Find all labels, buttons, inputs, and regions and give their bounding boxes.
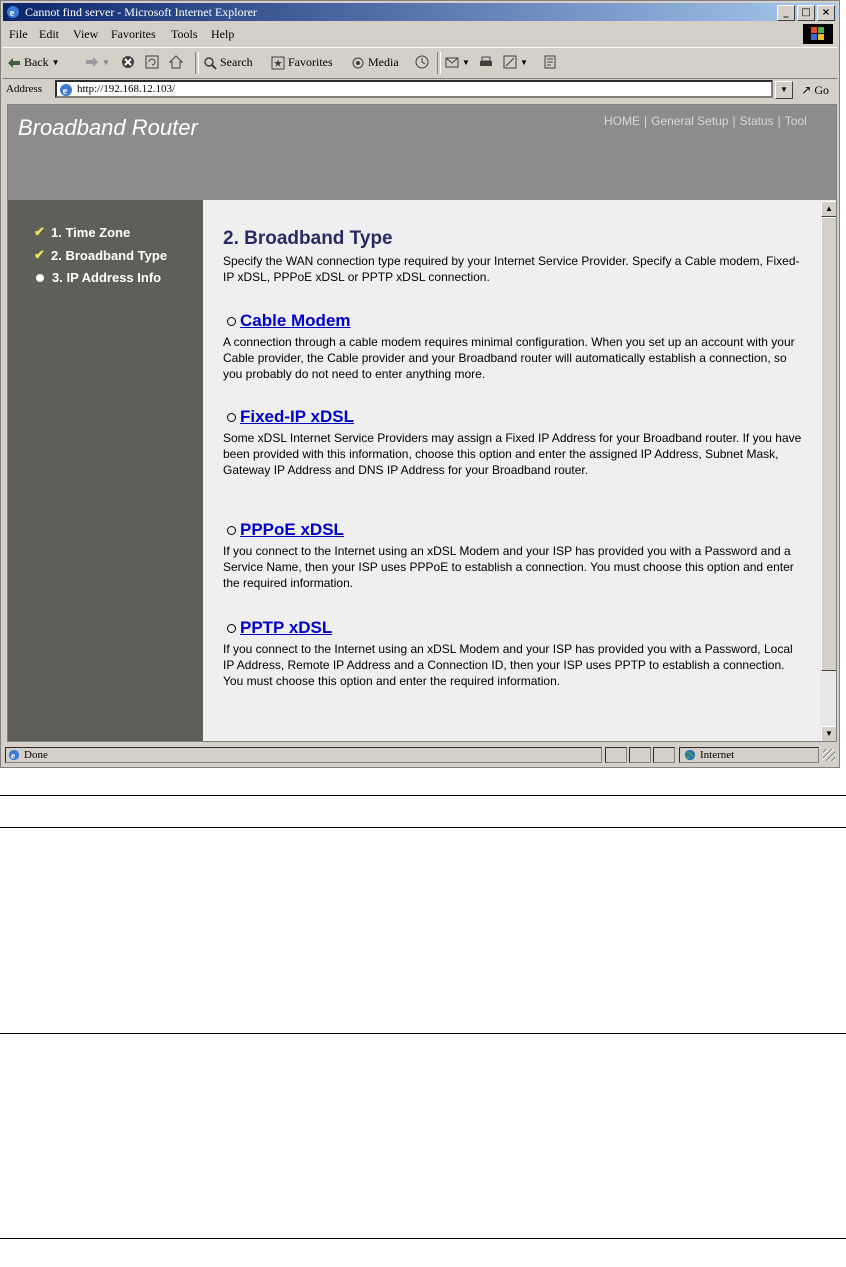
step-time-zone[interactable] — [34, 224, 130, 240]
back-button[interactable] — [7, 55, 60, 70]
address-dropdown-button[interactable]: ▼ — [775, 81, 793, 99]
status-panel — [653, 747, 675, 763]
pppoe-xdsl-description: If you connect to the Internet using an xDSL Modem and your ISP has provided you with a Password and a Service Name, then your ISP uses PPPoE to establish a connection. You must choose this option and enter the required information. — [223, 544, 794, 590]
menu-tools[interactable]: Tools — [171, 27, 198, 41]
mail-button[interactable] — [445, 55, 470, 69]
address-bar — [3, 79, 837, 101]
option-pptp-xdsl[interactable] — [227, 618, 332, 638]
svg-text:e: e — [62, 85, 68, 97]
favorites-star-icon — [271, 56, 285, 70]
toolbar-separator — [437, 52, 441, 74]
security-zone-panel — [679, 747, 819, 763]
svg-text:e: e — [9, 7, 15, 19]
refresh-button[interactable] — [145, 55, 159, 69]
status-text: Done — [24, 749, 48, 761]
media-icon — [351, 56, 365, 70]
radio-button[interactable] — [227, 624, 236, 633]
divider-line — [0, 795, 846, 796]
pppoe-xdsl-link[interactable]: PPPoE xDSL — [240, 520, 344, 539]
status-panel — [629, 747, 651, 763]
nav-home[interactable]: HOME — [604, 114, 640, 128]
intro-text: Specify the WAN connection type required by your Internet Service Provider. Specify a Cable modem, Fixed-IP xDSL, PPPoE xDSL or PPTP xDSL connection. — [223, 254, 800, 284]
discuss-button[interactable] — [543, 55, 557, 69]
top-navigation — [604, 114, 807, 128]
history-icon — [415, 55, 429, 69]
divider-line — [0, 1238, 846, 1239]
address-input[interactable] — [55, 80, 773, 98]
current-step-bullet-icon — [36, 274, 44, 282]
checkmark-icon: ✔ — [34, 224, 45, 239]
address-url: http://192.168.12.103/ — [77, 83, 176, 95]
forward-arrow-icon — [85, 55, 99, 69]
step-label: 3. IP Address Info — [52, 270, 162, 285]
menu-help[interactable]: Help — [211, 27, 235, 41]
scrollbar-thumb[interactable] — [821, 217, 837, 671]
title-bar — [3, 3, 837, 21]
page-done-icon — [8, 749, 20, 761]
chevron-down-icon: ▼ — [51, 58, 60, 67]
media-button[interactable] — [351, 55, 399, 70]
chevron-down-icon: ▼ — [462, 57, 470, 67]
chevron-down-icon: ▼ — [102, 57, 110, 67]
ie-logo-icon — [6, 5, 20, 19]
option-fixed-ip-xdsl[interactable] — [227, 407, 354, 427]
vertical-scrollbar[interactable] — [820, 200, 837, 742]
menu-view[interactable]: View — [73, 27, 99, 41]
fixed-ip-xdsl-link[interactable]: Fixed-IP xDSL — [240, 407, 354, 426]
status-panel — [605, 747, 627, 763]
step-label: 1. Time Zone — [51, 224, 131, 240]
search-button[interactable] — [203, 55, 253, 70]
option-cable-modem[interactable] — [227, 311, 351, 331]
pptp-xdsl-description: If you connect to the Internet using an xDSL Modem and your ISP has provided you with a Password, Local IP Address, Remote IP Address and a Connection ID, then your ISP uses PPTP to establish a connection. You must choose this option and enter the required information. — [223, 642, 793, 688]
page-title: 2. Broadband Type — [223, 228, 393, 249]
router-header — [8, 105, 837, 200]
refresh-icon — [145, 55, 159, 69]
minimize-button[interactable]: _ — [777, 5, 795, 21]
pptp-xdsl-link[interactable]: PPTP xDSL — [240, 618, 333, 637]
fixed-ip-xdsl-description: Some xDSL Internet Service Providers may assign a Fixed IP Address for your Broadband router. If you have been provided with this information, choose this option and enter the assigned IP Address, Subnet Mask, Gateway IP Address and DNS IP Address for your Broadband router. — [223, 431, 802, 477]
step-label: 2. Broadband Type — [51, 247, 168, 263]
nav-divider: | — [644, 114, 648, 128]
step-broadband-type[interactable] — [34, 247, 167, 263]
search-label: Search — [220, 55, 253, 69]
checkmark-icon: ✔ — [34, 247, 45, 262]
home-icon — [169, 55, 183, 69]
status-bar — [3, 745, 837, 765]
toolbar-separator — [195, 52, 199, 74]
stop-button[interactable] — [121, 55, 135, 69]
maximize-button[interactable]: □ — [797, 5, 815, 21]
status-text-panel — [5, 747, 602, 763]
wizard-sidebar — [8, 200, 203, 742]
window-title: Cannot find server - Microsoft Internet Explorer — [25, 5, 257, 19]
nav-tool[interactable]: Tool — [784, 114, 807, 128]
scroll-up-button[interactable]: ▲ — [821, 201, 837, 217]
nav-divider: | — [777, 114, 781, 128]
svg-text:e: e — [11, 751, 16, 761]
discuss-icon — [543, 55, 557, 69]
chevron-down-icon: ▼ — [520, 57, 528, 67]
brand-title: Broadband Router — [18, 115, 198, 140]
favorites-label: Favorites — [288, 55, 333, 69]
search-icon — [203, 56, 217, 70]
resize-grip[interactable] — [823, 749, 835, 761]
scroll-down-button[interactable]: ▼ — [821, 726, 837, 742]
zone-label: Internet — [700, 749, 735, 761]
divider-line — [0, 827, 846, 828]
menu-edit[interactable]: Edit — [39, 27, 59, 41]
nav-status[interactable]: Status — [739, 114, 774, 128]
radio-button[interactable] — [227, 317, 236, 326]
address-label: Address — [6, 83, 43, 95]
back-label: Back — [24, 55, 49, 69]
divider-line — [0, 1033, 846, 1034]
close-button[interactable]: × — [817, 5, 835, 21]
windows-logo-icon — [803, 24, 833, 44]
menu-file[interactable]: File — [9, 27, 28, 41]
window-controls — [777, 5, 835, 21]
mail-icon — [445, 55, 459, 69]
main-panel — [203, 200, 820, 742]
cable-modem-description: A connection through a cable modem requires minimal configuration. When you set up an account with your Cable provider, the Cable provider and your Broadband router will automatically establish a connection, so you probably do not need to enter anything more. — [223, 335, 795, 381]
favorites-button[interactable] — [271, 55, 333, 70]
history-button[interactable] — [415, 55, 429, 69]
radio-button[interactable] — [227, 526, 236, 535]
go-arrow-icon: ↗ — [801, 83, 812, 97]
print-button[interactable] — [479, 55, 493, 69]
edit-page-icon — [503, 55, 517, 69]
nav-general-setup[interactable]: General Setup — [651, 114, 729, 128]
go-button[interactable] — [801, 83, 829, 98]
step-ip-address-info[interactable] — [34, 270, 161, 285]
back-arrow-icon — [7, 56, 21, 70]
menu-favorites[interactable]: Favorites — [111, 27, 156, 41]
go-label: Go — [814, 83, 829, 97]
toolbar — [3, 47, 837, 79]
stop-icon — [121, 55, 135, 69]
page-icon — [59, 83, 73, 97]
cable-modem-link[interactable]: Cable Modem — [240, 311, 351, 330]
option-pppoe-xdsl[interactable] — [227, 520, 344, 540]
menu-bar — [3, 23, 837, 45]
media-label: Media — [368, 55, 399, 69]
globe-icon — [684, 749, 696, 761]
home-button[interactable] — [169, 55, 183, 69]
nav-divider: | — [732, 114, 736, 128]
forward-button[interactable] — [85, 55, 110, 69]
print-icon — [479, 55, 493, 69]
radio-button[interactable] — [227, 413, 236, 422]
edit-button[interactable] — [503, 55, 528, 69]
page-content — [7, 104, 837, 742]
